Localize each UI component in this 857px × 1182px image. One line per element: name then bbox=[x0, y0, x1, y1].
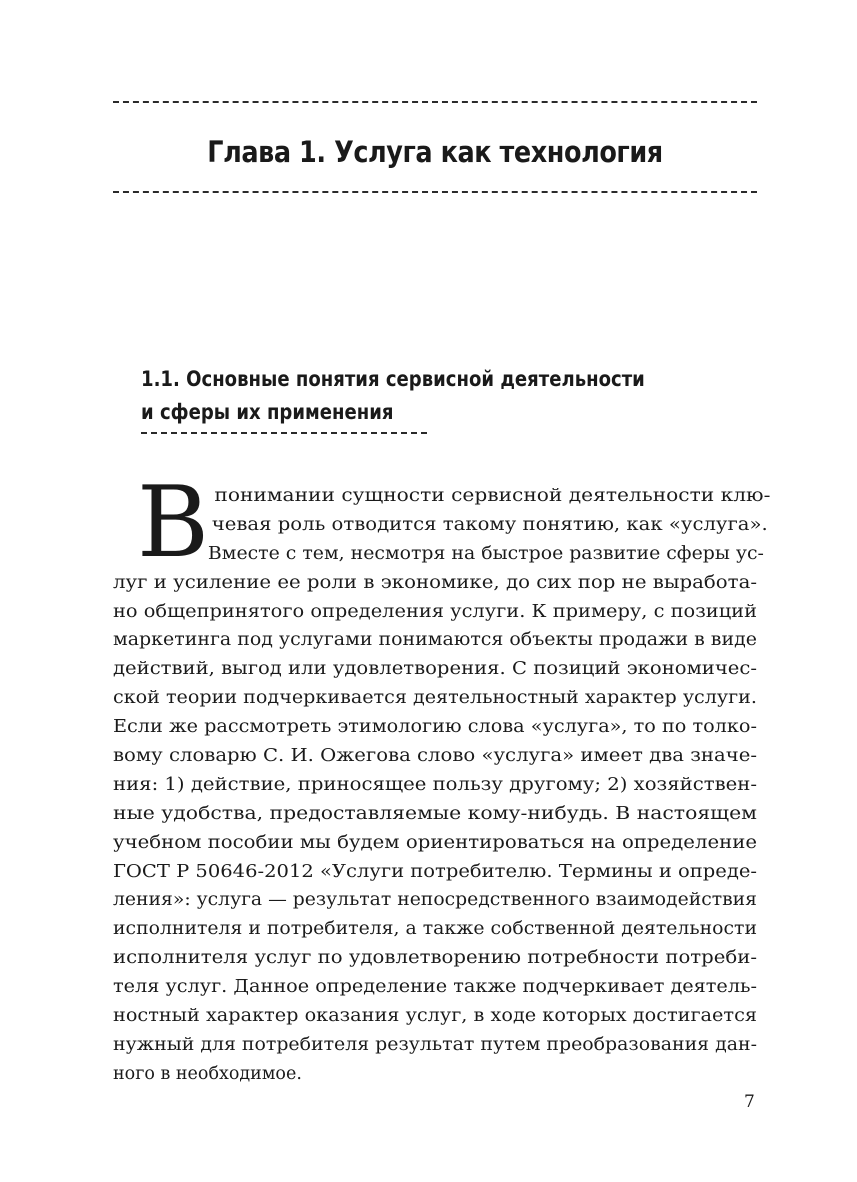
text-line: понимании сущности сервисной деятельности клю- bbox=[214, 486, 771, 506]
text-line: нужный для потребителя результат путем преобразования дан- bbox=[113, 1034, 757, 1055]
section-dashed-rule bbox=[141, 432, 427, 434]
text-line: Вместе с тем, несмотря на быстрое развитие сферы ус- bbox=[207, 543, 764, 564]
text-line: ления»: услуга — результат непосредственного взаимодействия bbox=[113, 890, 757, 911]
text-line: ного в необходимое. bbox=[113, 1063, 302, 1084]
text-line: ния: 1) действие, приносящее пользу другому; 2) хозяйствен- bbox=[113, 774, 757, 795]
drop-cap: В bbox=[137, 466, 210, 580]
section-heading-line-2: и сферы их применения bbox=[141, 400, 394, 424]
text-line: ской теории подчеркивается деятельностный характер услуги. bbox=[113, 688, 757, 709]
text-line: луг и усиление ее роли в экономике, до сих пор не выработа- bbox=[113, 572, 757, 593]
text-line: действий, выгод или удовлетворения. С позиций экономичес- bbox=[113, 659, 757, 680]
text-line: ные удобства, предоставляемые кому-нибудь. В настоящем bbox=[113, 803, 757, 824]
chapter-dashed-rule bbox=[113, 191, 757, 193]
text-line: но общепринятого определения услуги. К примеру, с позиций bbox=[113, 601, 757, 622]
text-line: теля услуг. Данное определение также подчеркивает деятель- bbox=[113, 977, 757, 998]
text-line: исполнителя и потребителя, а также собственной деятельности bbox=[113, 919, 757, 940]
text-line: Если же рассмотреть этимологию слова «услуга», то по толко- bbox=[113, 717, 757, 738]
body-paragraph bbox=[113, 482, 771, 1089]
section-heading bbox=[141, 363, 645, 429]
text-line: исполнителя услуг по удовлетворению потребности потреби- bbox=[113, 948, 757, 969]
text-line: маркетинга под услугами понимаются объекты продажи в виде bbox=[113, 630, 757, 651]
text-line: вому словарю С. И. Ожегова слово «услуга» имеет два значе- bbox=[113, 746, 757, 767]
chapter-title: Глава 1. Услуга как технология bbox=[207, 135, 663, 169]
text-line: учебном пособии мы будем ориентироваться на определение bbox=[113, 832, 757, 853]
text-line: чевая роль отводится такому понятию, как «услуга». bbox=[211, 514, 768, 535]
page-number: 7 bbox=[744, 1092, 755, 1112]
text-line: ностный характер оказания услуг, в ходе которых достигается bbox=[113, 1006, 757, 1027]
top-dashed-rule bbox=[113, 101, 757, 103]
section-heading-line-1: 1.1. Основные понятия сервисной деятельности bbox=[141, 367, 645, 391]
text-line: ГОСТ Р 50646-2012 «Услуги потребителю. Термины и опреде- bbox=[113, 861, 757, 882]
